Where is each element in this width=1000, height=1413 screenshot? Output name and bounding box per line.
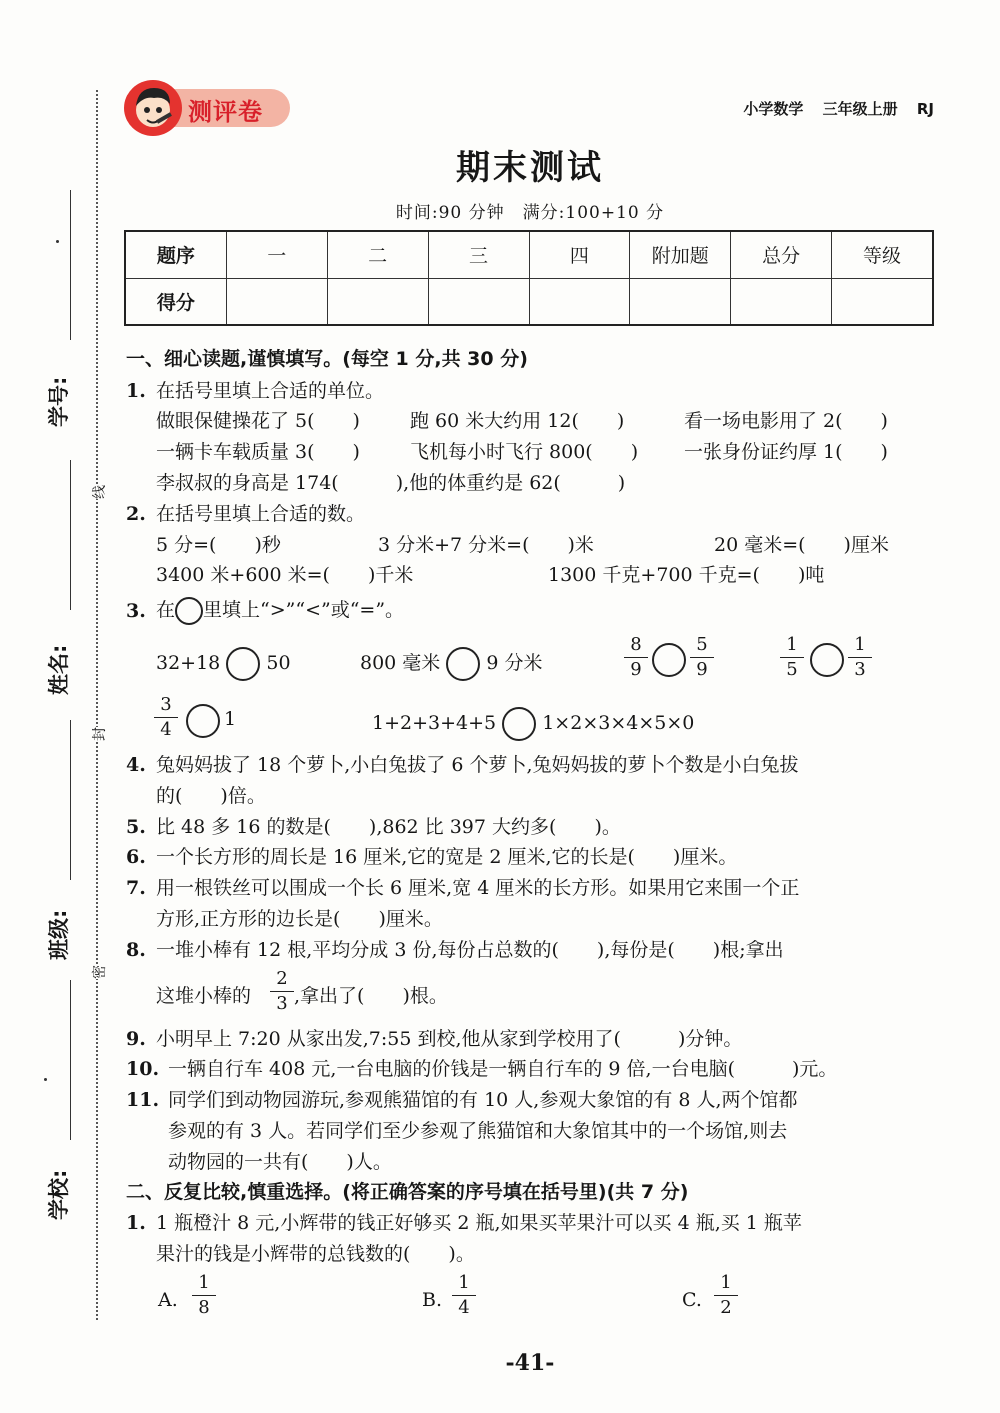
- fraction: [780, 634, 804, 681]
- side-mark-feng: 封: [87, 727, 111, 741]
- side-dot: [44, 1078, 47, 1081]
- numerator: 8: [630, 634, 642, 655]
- q1-item: 飞机每小时飞行 800( ): [410, 441, 639, 463]
- denominator: 9: [630, 659, 642, 680]
- q4-line1: 兔妈妈拔了 18 个萝卜,小白兔拔了 6 个萝卜,兔妈妈拔的萝卜个数是小白兔拔: [156, 754, 799, 776]
- q2-item: 3400 米+600 米=( )千米: [156, 564, 414, 586]
- q10-number: 10.: [126, 1058, 160, 1080]
- q3-number: 3.: [126, 600, 146, 622]
- numerator: 5: [696, 634, 708, 655]
- class-line: [70, 720, 71, 880]
- score-table-header: 总分: [731, 231, 832, 278]
- numerator: 1: [720, 1272, 732, 1293]
- compare-b-right: 9 分米: [486, 652, 543, 674]
- q5-number: 5.: [126, 816, 146, 838]
- q1-item: 做眼保健操花了 5( ): [156, 410, 360, 432]
- score-cell[interactable]: [630, 278, 731, 325]
- score-row-label: 得分: [125, 278, 226, 325]
- subject-info: 小学数学 三年级上册 RJ: [743, 100, 934, 118]
- numerator: 1: [458, 1272, 470, 1293]
- compare-circle-icon: [175, 597, 203, 625]
- q7-line1: 用一根铁丝可以围成一个长 6 厘米,宽 4 厘米的长方形。如果用它来围一个正: [156, 877, 800, 899]
- denominator: 3: [854, 659, 866, 680]
- denominator: 8: [198, 1297, 210, 1318]
- option-a-fraction[interactable]: [192, 1272, 216, 1319]
- q9-text: 小明早上 7:20 从家出发,7:55 到校,他从家到学校用了( )分钟。: [156, 1028, 743, 1050]
- score-cell[interactable]: [428, 278, 529, 325]
- q1-item: 看一场电影用了 2( ): [684, 410, 888, 432]
- cartoon-boy-icon: [124, 80, 182, 136]
- score-table: [124, 230, 934, 326]
- score-cell[interactable]: [226, 278, 327, 325]
- section-1-title: 一、细心读题,谨慎填写。(每空 1 分,共 30 分): [126, 348, 528, 370]
- answer-circle[interactable]: [446, 647, 480, 681]
- option-a-label: A.: [158, 1289, 178, 1311]
- denominator: 4: [458, 1297, 470, 1318]
- q6-number: 6.: [126, 846, 146, 868]
- score-table-header: 二: [327, 231, 428, 278]
- compare-a-right: 50: [266, 652, 291, 674]
- numerator: 2: [276, 968, 288, 989]
- numerator: 1: [198, 1272, 210, 1293]
- q1-item: 一辆卡车载质量 3( ): [156, 441, 360, 463]
- compare-a: [156, 647, 291, 681]
- score-cell[interactable]: [731, 278, 832, 325]
- score-table-header: 四: [529, 231, 630, 278]
- score-table-header: 等级: [832, 231, 933, 278]
- q1-text: 在括号里填上合适的单位。: [156, 380, 385, 402]
- score-table-header-row: [125, 231, 933, 278]
- badge-text: 测评卷: [188, 98, 263, 126]
- option-c-label: C.: [682, 1289, 702, 1311]
- score-table-header: 题序: [125, 231, 226, 278]
- side-dot: [56, 240, 59, 243]
- q3-text-post: 里填上“>”“<”或“=”。: [203, 599, 405, 621]
- answer-circle[interactable]: [652, 643, 686, 677]
- compare-f-right: 1×2×3×4×5×0: [542, 712, 695, 734]
- q11-line2: 参观的有 3 人。若同学们至少参观了熊猫馆和大象馆其中的一个场馆,则去: [168, 1120, 788, 1142]
- q2-item: 1300 千克+700 千克=( )吨: [548, 564, 825, 586]
- denominator: 2: [720, 1297, 732, 1318]
- s2-q1-number: 1.: [126, 1212, 146, 1234]
- q8-number: 8.: [126, 939, 146, 961]
- score-table-header: 附加题: [630, 231, 731, 278]
- exam-meta: 时间:90 分钟 满分:100+10 分: [395, 203, 665, 223]
- fraction: [690, 634, 714, 681]
- numerator: 3: [160, 694, 172, 715]
- name-label: 姓名:: [47, 644, 71, 695]
- q10-text: 一辆自行车 408 元,一台电脑的价钱是一辆自行车的 9 倍,一台电脑( )元。: [168, 1058, 838, 1080]
- score-table-header: 一: [226, 231, 327, 278]
- q2-item: 5 分=( )秒: [156, 534, 281, 556]
- q3-text: [156, 597, 404, 625]
- option-c-fraction[interactable]: [714, 1272, 738, 1319]
- answer-circle[interactable]: [186, 704, 220, 738]
- denominator: 9: [696, 659, 708, 680]
- school-line: [70, 980, 71, 1140]
- score-cell[interactable]: [832, 278, 933, 325]
- q11-line1: 同学们到动物园游玩,参观熊猫馆的有 10 人,参观大象馆的有 8 人,两个馆都: [168, 1089, 798, 1111]
- option-b-fraction[interactable]: [452, 1272, 476, 1319]
- score-table-header: 三: [428, 231, 529, 278]
- compare-f: [372, 707, 694, 741]
- fraction: [624, 634, 648, 681]
- fraction: [270, 968, 294, 1015]
- q5-text: 比 48 多 16 的数是( ),862 比 397 大约多( )。: [156, 816, 621, 838]
- score-cell[interactable]: [327, 278, 428, 325]
- compare-a-left: 32+18: [156, 652, 221, 674]
- numerator: 1: [786, 634, 798, 655]
- class-label: 班级:: [47, 909, 71, 960]
- q2-item: 3 分米+7 分米=( )米: [378, 534, 594, 556]
- q1-number: 1.: [126, 380, 146, 402]
- school-label: 学校:: [47, 1169, 71, 1220]
- numerator: 1: [854, 634, 866, 655]
- q2-item: 20 毫米=( )厘米: [714, 534, 889, 556]
- q7-number: 7.: [126, 877, 146, 899]
- compare-f-left: 1+2+3+4+5: [372, 712, 497, 734]
- fraction: [848, 634, 872, 681]
- q2-number: 2.: [126, 503, 146, 525]
- section-2-title: 二、反复比较,慎重选择。(将正确答案的序号填在括号里)(共 7 分): [126, 1181, 689, 1203]
- denominator: 4: [160, 719, 172, 740]
- q4-line2: 的( )倍。: [156, 785, 266, 807]
- compare-b: [360, 647, 543, 681]
- q2-text: 在括号里填上合适的数。: [156, 503, 366, 525]
- q8-line2-pre: 这堆小棒的: [156, 985, 252, 1007]
- q7-line2: 方形,正方形的边长是( )厘米。: [156, 908, 443, 930]
- side-mark-xian: 线: [87, 485, 111, 499]
- answer-circle[interactable]: [810, 643, 844, 677]
- q8-line1: 一堆小棒有 12 根,平均分成 3 份,每份占总数的( ),每份是( )根;拿出: [156, 939, 784, 961]
- q11-line3: 动物园的一共有( )人。: [168, 1151, 392, 1173]
- q6-text: 一个长方形的周长是 16 厘米,它的宽是 2 厘米,它的长是( )厘米。: [156, 846, 738, 868]
- compare-b-left: 800 毫米: [360, 652, 441, 674]
- q3-text-pre: 在: [156, 599, 176, 621]
- q1-item: 李叔叔的身高是 174( ),他的体重约是 62( ): [156, 472, 626, 494]
- answer-circle[interactable]: [226, 647, 260, 681]
- s2-q1-line1: 1 瓶橙汁 8 元,小辉带的钱正好够买 2 瓶,如果买苹果汁可以买 4 瓶,买 1 瓶苹: [156, 1212, 802, 1234]
- assessment-badge: [124, 80, 292, 136]
- q8-line2-post: ,拿出了( )根。: [294, 985, 448, 1007]
- answer-circle[interactable]: [502, 707, 536, 741]
- q4-number: 4.: [126, 754, 146, 776]
- fraction: [154, 694, 178, 741]
- binding-dotted-line: [96, 90, 98, 1320]
- score-table-score-row: [125, 278, 933, 325]
- option-b-label: B.: [422, 1289, 443, 1311]
- denominator: 5: [786, 659, 798, 680]
- q1-item: 一张身份证约厚 1( ): [684, 441, 888, 463]
- denominator: 3: [276, 993, 288, 1014]
- score-cell[interactable]: [529, 278, 630, 325]
- compare-e-right: 1: [224, 708, 237, 730]
- page-number: -41-: [505, 1350, 555, 1376]
- side-mark-mi: 密: [87, 965, 111, 979]
- q1-item: 跑 60 米大约用 12( ): [410, 410, 625, 432]
- name-line: [70, 460, 71, 610]
- q9-number: 9.: [126, 1028, 146, 1050]
- page-title: 期末测试: [456, 148, 604, 188]
- student-number-label: 学号:: [47, 376, 71, 427]
- s2-q1-line2: 果汁的钱是小辉带的总钱数的( )。: [156, 1243, 475, 1265]
- q11-number: 11.: [126, 1089, 160, 1111]
